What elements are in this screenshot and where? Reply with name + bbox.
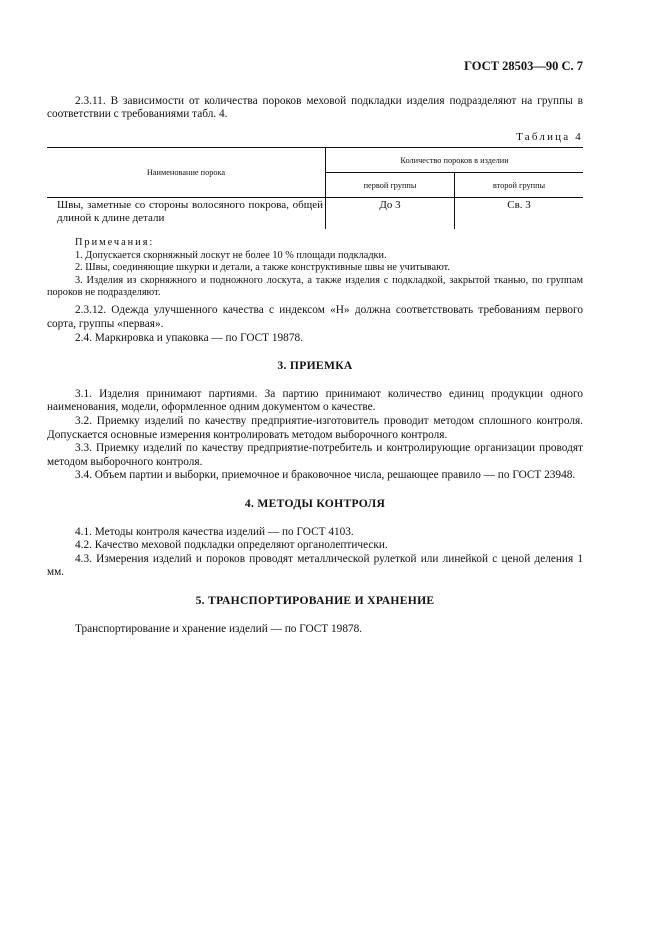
table-header-defect-name: Наименование порока: [47, 148, 326, 198]
table-caption: Таблица 4: [516, 130, 583, 143]
section-3-title: 3. ПРИЕМКА: [277, 359, 353, 373]
table-cell-group-1: До 3: [326, 198, 455, 230]
note-2: 2. Швы, соединяющие шкурки и детали, а также конструктивные швы не учитывают.: [75, 262, 450, 274]
table-row-defect: Швы, заметные со стороны волосяного покрова, общей длиной к длине детали: [47, 198, 326, 230]
paragraph-2-3-11: 2.3.11. В зависимости от количества пороков меховой подкладки изделия подразделяют на группы в соответствии с требованиями табл. 4.: [47, 94, 583, 121]
section-5-title: 5. ТРАНСПОРТИРОВАНИЕ И ХРАНЕНИЕ: [195, 593, 435, 607]
table-header-defect-count: Количество пороков в изделии: [326, 148, 584, 173]
note-3: 3. Изделия из скорняжного и подножного лоскута, а также изделия с подкладкой, закрытой тканью, по группам пороков не подразделяют.: [47, 274, 583, 298]
document-page: [47, 60, 583, 636]
paragraph-5-1: Транспортирование и хранение изделий — по ГОСТ 19878.: [75, 622, 363, 635]
note-1: 1. Допускается скорняжный лоскут не более 10 % площади подкладки.: [75, 249, 387, 261]
table-cell-group-2: Св. 3: [507, 199, 531, 212]
paragraph-4-1: 4.1. Методы контроля качества изделий — по ГОСТ 4103.: [75, 525, 354, 538]
notes-title: Примечания:: [75, 237, 155, 249]
defects-table: [47, 147, 583, 229]
section-4-title: 4. МЕТОДЫ КОНТРОЛЯ: [244, 496, 386, 510]
page-header: ГОСТ 28503—90 С. 7: [464, 59, 583, 73]
paragraph-4-3: 4.3. Измерения изделий и пороков проводят металлической рулеткой или линейкой с ценой деления 1 мм.: [47, 552, 583, 579]
paragraph-2-4: 2.4. Маркировка и упаковка — по ГОСТ 19878.: [75, 331, 303, 344]
paragraph-4-2: 4.2. Качество меховой подкладки определяют органолептически.: [75, 539, 388, 552]
paragraph-2-3-12: 2.3.12. Одежда улучшенного качества с индексом «Н» должна соответствовать требованиям первого сорта, группы «первая».: [47, 304, 583, 330]
paragraph-3-3: 3.3. Приемку изделий по качеству предприятие-потребитель и контролирующие организации проводят методом выборочного контроля.: [47, 442, 583, 468]
paragraph-3-2: 3.2. Приемку изделий по качеству предприятие-изготовитель проводит методом сплошного контроля. Допускается основные измерения контролировать методом выборочного контроля.: [47, 414, 583, 441]
table-header-group-2: второй группы: [455, 173, 584, 198]
table-header-group-1: первой группы: [326, 173, 455, 198]
paragraph-3-1: 3.1. Изделия принимают партиями. За партию принимают количество единиц продукции одного наименования, модели, оформленное одним документом о качестве.: [47, 387, 583, 414]
paragraph-3-4: 3.4. Объем партии и выборки, приемочное и браковочное числа, решающее правило — по ГОСТ 23948.: [75, 469, 576, 482]
